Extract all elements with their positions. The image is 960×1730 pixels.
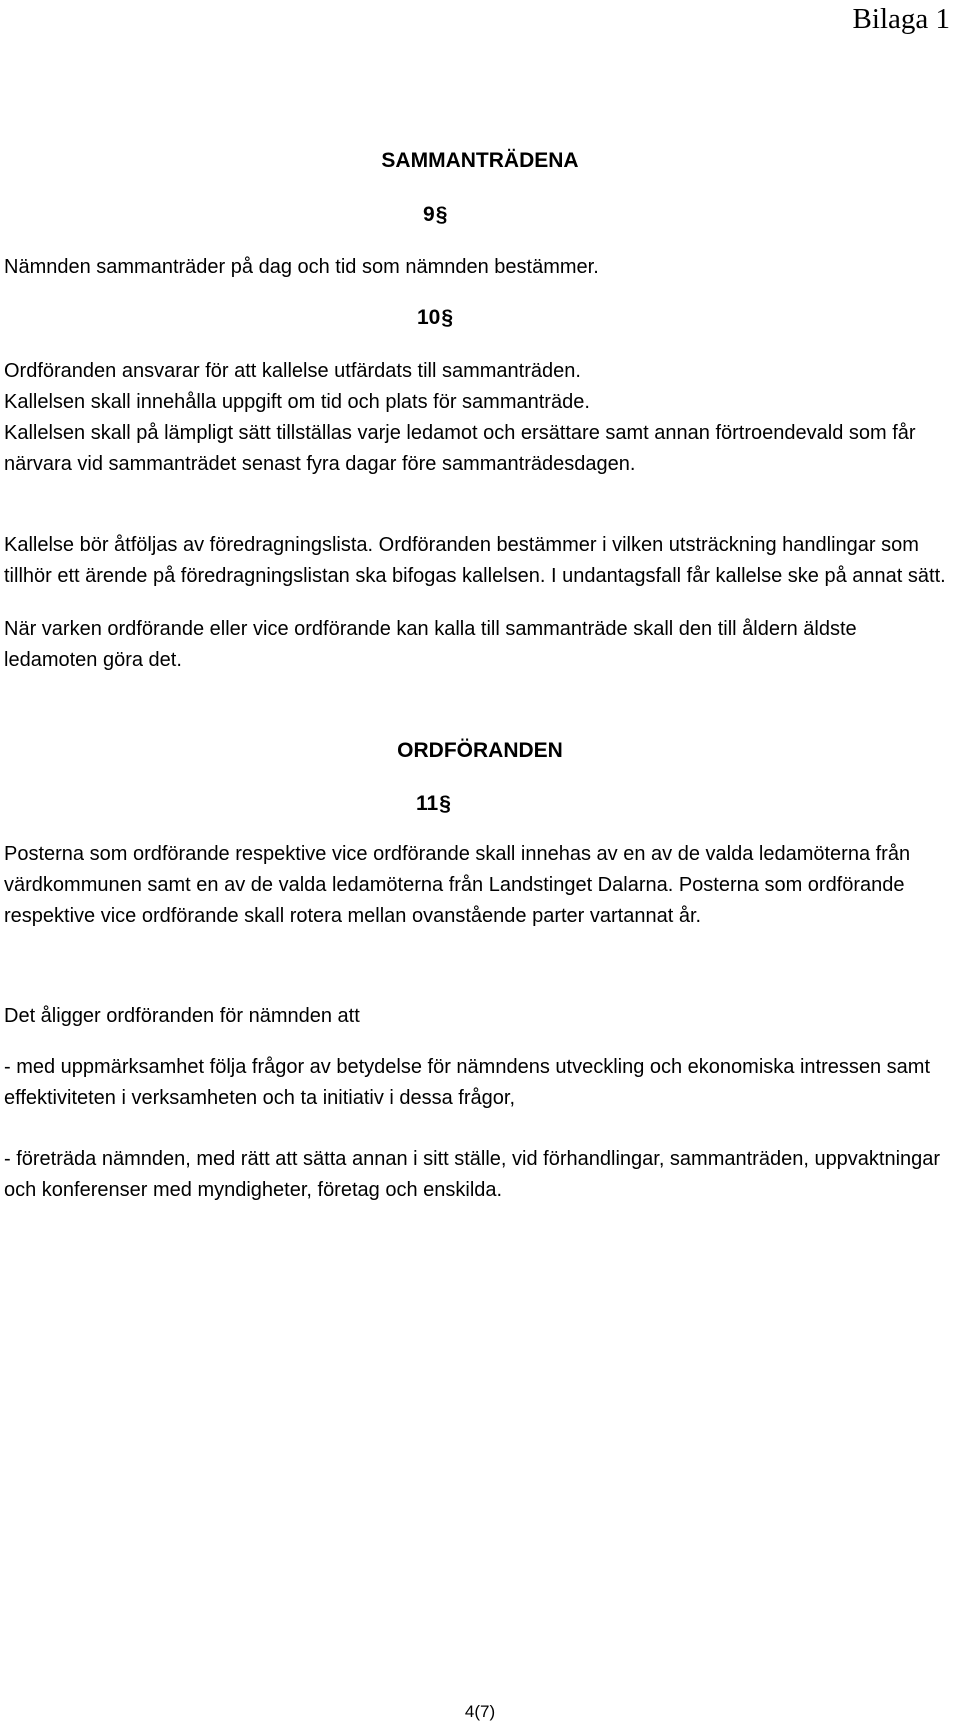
page-number: 4(7) (464, 1702, 496, 1721)
appendix-label: Bilaga 1 (852, 3, 950, 35)
duty-item: - företräda nämnden, med rätt att sätta annan i sitt ställe, vid förhandlingar, sammanträden, uppvaktningar och konferenser med myndigheter, företag och enskilda. (4, 1148, 941, 1201)
paragraph-9: Nämnden sammanträder på dag och tid som nämnden bestämmer. (4, 256, 599, 278)
section-number: 11 (416, 792, 439, 815)
paragraph-10-agenda: Kallelse bör åtföljas av föredragningslista. Ordföranden bestämmer i vilken utsträckning handlingar som tillhör ett ärende på föredragningslistan ska bifogas kallelsen. I undantagsfall får kallelse ske på annat sätt. (4, 534, 946, 587)
paragraph-11-chair-rotation: Posterna som ordförande respektive vice ordförande skall innehas av en av de valda ledamöterna från värdkommunen samt en av de valda ledamöterna från Landstinget Dalarna. Posterna som ordförande respektive vice ordförande skall rotera mellan ovanstående parter vartannat år. (4, 843, 911, 927)
paragraph-10-line-1: Ordföranden ansvarar för att kallelse utfärdats till sammanträden. (4, 360, 581, 382)
section-number-9 (423, 204, 447, 225)
section-number-10 (417, 307, 453, 328)
duty-item: - med uppmärksamhet följa frågor av betydelse för nämndens utveckling och ekonomiska intressen samt effektiviteten i verksamheten och ta initiativ i dessa frågor, (4, 1056, 931, 1109)
paragraph-10-line-2: Kallelsen skall innehålla uppgift om tid och plats för sammanträde. (4, 391, 590, 413)
section-symbol: § (435, 203, 448, 226)
paragraph-10-eldest-member: När varken ordförande eller vice ordförande kan kalla till sammanträde skall den till åldern äldste ledamoten göra det. (4, 618, 857, 671)
section-symbol: § (439, 792, 451, 815)
paragraph-10-notice-delivery: Kallelsen skall på lämpligt sätt tillställas varje ledamot och ersättare samt annan förtroendevald som får närvara vid sammanträdet senast fyra dagar före sammanträdesdagen. (4, 422, 916, 475)
section-symbol: § (441, 306, 454, 329)
section-heading-ordforanden: ORDFÖRANDEN (397, 739, 563, 762)
section-number: 9 (423, 203, 435, 226)
section-number-11 (416, 793, 451, 814)
paragraph-11-duties-intro: Det åligger ordföranden för nämnden att (4, 1005, 360, 1027)
section-number: 10 (417, 306, 441, 329)
section-heading-sammantradena: SAMMANTRÄDENA (381, 149, 579, 172)
